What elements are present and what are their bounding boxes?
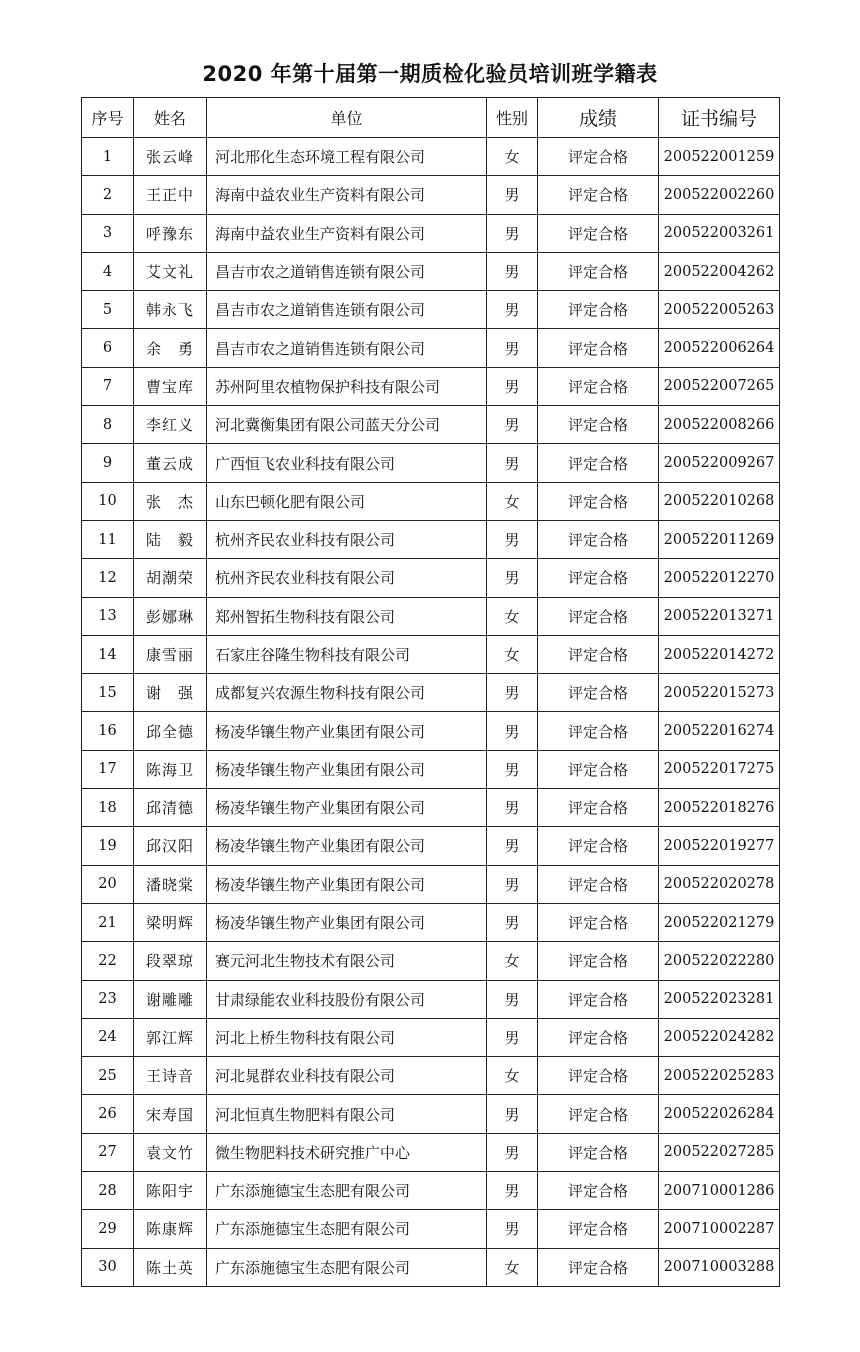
- cell-gender: 女: [487, 597, 538, 635]
- cell-index: 27: [82, 1133, 134, 1171]
- cell-score: 评定合格: [538, 865, 659, 903]
- roster-table: [81, 97, 780, 1287]
- table-body: [82, 138, 780, 1287]
- cell-gender: 男: [487, 674, 538, 712]
- table-row: [82, 559, 780, 597]
- cell-index: 20: [82, 865, 134, 903]
- cell-unit: 成都复兴农源生物科技有限公司: [207, 674, 487, 712]
- cell-gender: 男: [487, 329, 538, 367]
- table-row: [82, 789, 780, 827]
- cell-certificate: 200522010268: [659, 482, 780, 520]
- cell-name: 曹宝库: [134, 367, 207, 405]
- cell-gender: 男: [487, 252, 538, 290]
- cell-index: 10: [82, 482, 134, 520]
- cell-gender: 女: [487, 942, 538, 980]
- cell-gender: 男: [487, 789, 538, 827]
- cell-index: 16: [82, 712, 134, 750]
- cell-name: 潘晓棠: [134, 865, 207, 903]
- cell-score: 评定合格: [538, 827, 659, 865]
- cell-certificate: 200522027285: [659, 1133, 780, 1171]
- cell-certificate: 200522005263: [659, 291, 780, 329]
- cell-name: 呼豫东: [134, 214, 207, 252]
- cell-unit: 杨凌华镶生物产业集团有限公司: [207, 827, 487, 865]
- cell-name: 邱汉阳: [134, 827, 207, 865]
- cell-gender: 男: [487, 1133, 538, 1171]
- cell-index: 3: [82, 214, 134, 252]
- table-row: [82, 329, 780, 367]
- table-row: [82, 291, 780, 329]
- cell-score: 评定合格: [538, 520, 659, 558]
- table-row: [82, 865, 780, 903]
- cell-certificate: 200522004262: [659, 252, 780, 290]
- cell-gender: 男: [487, 1018, 538, 1056]
- table-row: [82, 827, 780, 865]
- table-row: [82, 712, 780, 750]
- cell-unit: 微生物肥料技术研究推广中心: [207, 1133, 487, 1171]
- cell-certificate: 200522001259: [659, 138, 780, 176]
- table-row: [82, 176, 780, 214]
- cell-index: 14: [82, 635, 134, 673]
- cell-unit: 河北恒真生物肥料有限公司: [207, 1095, 487, 1133]
- cell-gender: 女: [487, 482, 538, 520]
- cell-name: 彭娜琳: [134, 597, 207, 635]
- cell-score: 评定合格: [538, 674, 659, 712]
- cell-unit: 河北冀衡集团有限公司蓝天分公司: [207, 406, 487, 444]
- cell-name: 艾文礼: [134, 252, 207, 290]
- cell-name: 陆 毅: [134, 520, 207, 558]
- cell-gender: 男: [487, 865, 538, 903]
- cell-name: 梁明辉: [134, 903, 207, 941]
- cell-gender: 女: [487, 635, 538, 673]
- cell-unit: 石家庄谷隆生物科技有限公司: [207, 635, 487, 673]
- cell-index: 5: [82, 291, 134, 329]
- cell-index: 25: [82, 1057, 134, 1095]
- table-row: [82, 1133, 780, 1171]
- table-row: [82, 1018, 780, 1056]
- cell-score: 评定合格: [538, 1057, 659, 1095]
- cell-score: 评定合格: [538, 750, 659, 788]
- cell-unit: 杨凌华镶生物产业集团有限公司: [207, 750, 487, 788]
- col-header-name: 姓名: [134, 98, 207, 138]
- cell-score: 评定合格: [538, 1172, 659, 1210]
- cell-name: 张云峰: [134, 138, 207, 176]
- cell-index: 11: [82, 520, 134, 558]
- table-row: [82, 1248, 780, 1286]
- cell-unit: 杨凌华镶生物产业集团有限公司: [207, 865, 487, 903]
- cell-certificate: 200522026284: [659, 1095, 780, 1133]
- cell-index: 23: [82, 980, 134, 1018]
- table-row: [82, 1057, 780, 1095]
- cell-index: 24: [82, 1018, 134, 1056]
- cell-name: 谢 强: [134, 674, 207, 712]
- table-row: [82, 406, 780, 444]
- cell-index: 9: [82, 444, 134, 482]
- cell-certificate: 200522008266: [659, 406, 780, 444]
- cell-gender: 男: [487, 291, 538, 329]
- cell-name: 胡潮荣: [134, 559, 207, 597]
- cell-certificate: 200522006264: [659, 329, 780, 367]
- cell-unit: 昌吉市农之道销售连锁有限公司: [207, 291, 487, 329]
- cell-unit: 昌吉市农之道销售连锁有限公司: [207, 329, 487, 367]
- cell-score: 评定合格: [538, 252, 659, 290]
- cell-certificate: 200522021279: [659, 903, 780, 941]
- table-row: [82, 1210, 780, 1248]
- table-row: [82, 674, 780, 712]
- cell-unit: 山东巴顿化肥有限公司: [207, 482, 487, 520]
- cell-unit: 昌吉市农之道销售连锁有限公司: [207, 252, 487, 290]
- cell-index: 6: [82, 329, 134, 367]
- cell-gender: 男: [487, 903, 538, 941]
- cell-index: 22: [82, 942, 134, 980]
- page-title: 2020 年第十届第一期质检化验员培训班学籍表: [202, 62, 658, 86]
- cell-gender: 男: [487, 1095, 538, 1133]
- cell-gender: 男: [487, 1172, 538, 1210]
- cell-name: 陈康辉: [134, 1210, 207, 1248]
- cell-score: 评定合格: [538, 980, 659, 1018]
- cell-index: 12: [82, 559, 134, 597]
- cell-unit: 广东添施德宝生态肥有限公司: [207, 1248, 487, 1286]
- cell-gender: 女: [487, 1248, 538, 1286]
- cell-unit: 郑州智拓生物科技有限公司: [207, 597, 487, 635]
- cell-certificate: 200522013271: [659, 597, 780, 635]
- table-row: [82, 903, 780, 941]
- cell-index: 1: [82, 138, 134, 176]
- cell-certificate: 200522025283: [659, 1057, 780, 1095]
- cell-certificate: 200522012270: [659, 559, 780, 597]
- cell-score: 评定合格: [538, 1133, 659, 1171]
- cell-score: 评定合格: [538, 291, 659, 329]
- cell-unit: 杭州齐民农业科技有限公司: [207, 520, 487, 558]
- cell-name: 李红义: [134, 406, 207, 444]
- cell-score: 评定合格: [538, 942, 659, 980]
- cell-index: 30: [82, 1248, 134, 1286]
- cell-certificate: 200522024282: [659, 1018, 780, 1056]
- cell-index: 13: [82, 597, 134, 635]
- table-row: [82, 138, 780, 176]
- cell-score: 评定合格: [538, 712, 659, 750]
- cell-gender: 男: [487, 444, 538, 482]
- cell-name: 段翠琼: [134, 942, 207, 980]
- cell-score: 评定合格: [538, 635, 659, 673]
- cell-certificate: 200522014272: [659, 635, 780, 673]
- cell-index: 18: [82, 789, 134, 827]
- cell-name: 陈阳宇: [134, 1172, 207, 1210]
- table-row: [82, 252, 780, 290]
- cell-index: 7: [82, 367, 134, 405]
- cell-score: 评定合格: [538, 214, 659, 252]
- cell-gender: 男: [487, 1210, 538, 1248]
- table-row: [82, 367, 780, 405]
- cell-unit: 杭州齐民农业科技有限公司: [207, 559, 487, 597]
- cell-certificate: 200522017275: [659, 750, 780, 788]
- cell-gender: 女: [487, 138, 538, 176]
- cell-index: 19: [82, 827, 134, 865]
- cell-name: 王正中: [134, 176, 207, 214]
- cell-certificate: 200522003261: [659, 214, 780, 252]
- cell-gender: 男: [487, 712, 538, 750]
- cell-gender: 男: [487, 750, 538, 788]
- col-header-certificate: 证书编号: [659, 98, 780, 138]
- cell-index: 28: [82, 1172, 134, 1210]
- cell-certificate: 200710002287: [659, 1210, 780, 1248]
- cell-certificate: 200522023281: [659, 980, 780, 1018]
- cell-certificate: 200522009267: [659, 444, 780, 482]
- col-header-gender: 性别: [487, 98, 538, 138]
- cell-certificate: 200522016274: [659, 712, 780, 750]
- cell-gender: 男: [487, 559, 538, 597]
- cell-name: 宋寿国: [134, 1095, 207, 1133]
- cell-index: 29: [82, 1210, 134, 1248]
- cell-certificate: 200522019277: [659, 827, 780, 865]
- cell-name: 韩永飞: [134, 291, 207, 329]
- cell-score: 评定合格: [538, 903, 659, 941]
- cell-score: 评定合格: [538, 1018, 659, 1056]
- table-row: [82, 444, 780, 482]
- cell-name: 康雪丽: [134, 635, 207, 673]
- cell-gender: 男: [487, 980, 538, 1018]
- cell-score: 评定合格: [538, 1248, 659, 1286]
- cell-score: 评定合格: [538, 367, 659, 405]
- table-row: [82, 520, 780, 558]
- cell-index: 8: [82, 406, 134, 444]
- cell-unit: 苏州阿里农植物保护科技有限公司: [207, 367, 487, 405]
- cell-index: 15: [82, 674, 134, 712]
- cell-score: 评定合格: [538, 406, 659, 444]
- cell-index: 17: [82, 750, 134, 788]
- cell-name: 余 勇: [134, 329, 207, 367]
- cell-certificate: 200522020278: [659, 865, 780, 903]
- cell-certificate: 200522022280: [659, 942, 780, 980]
- cell-score: 评定合格: [538, 444, 659, 482]
- cell-name: 袁文竹: [134, 1133, 207, 1171]
- cell-score: 评定合格: [538, 1210, 659, 1248]
- cell-score: 评定合格: [538, 597, 659, 635]
- cell-score: 评定合格: [538, 559, 659, 597]
- cell-name: 谢雕雕: [134, 980, 207, 1018]
- cell-unit: 河北上桥生物科技有限公司: [207, 1018, 487, 1056]
- cell-certificate: 200710001286: [659, 1172, 780, 1210]
- cell-gender: 男: [487, 214, 538, 252]
- cell-gender: 男: [487, 406, 538, 444]
- cell-index: 2: [82, 176, 134, 214]
- cell-certificate: 200522018276: [659, 789, 780, 827]
- cell-name: 陈海卫: [134, 750, 207, 788]
- cell-unit: 海南中益农业生产资料有限公司: [207, 176, 487, 214]
- table-row: [82, 482, 780, 520]
- cell-unit: 河北晁群农业科技有限公司: [207, 1057, 487, 1095]
- cell-certificate: 200522015273: [659, 674, 780, 712]
- cell-score: 评定合格: [538, 329, 659, 367]
- cell-score: 评定合格: [538, 138, 659, 176]
- cell-name: 张 杰: [134, 482, 207, 520]
- cell-name: 邱全德: [134, 712, 207, 750]
- cell-certificate: 200522007265: [659, 367, 780, 405]
- table-row: [82, 214, 780, 252]
- cell-index: 4: [82, 252, 134, 290]
- cell-certificate: 200522011269: [659, 520, 780, 558]
- table-row: [82, 942, 780, 980]
- cell-name: 董云成: [134, 444, 207, 482]
- header-row: [82, 98, 780, 138]
- cell-unit: 杨凌华镶生物产业集团有限公司: [207, 903, 487, 941]
- table-row: [82, 980, 780, 1018]
- cell-unit: 广东添施德宝生态肥有限公司: [207, 1172, 487, 1210]
- cell-score: 评定合格: [538, 789, 659, 827]
- cell-unit: 甘肃绿能农业科技股份有限公司: [207, 980, 487, 1018]
- cell-unit: 赛元河北生物技术有限公司: [207, 942, 487, 980]
- cell-score: 评定合格: [538, 482, 659, 520]
- cell-name: 邱清德: [134, 789, 207, 827]
- cell-name: 郭江辉: [134, 1018, 207, 1056]
- cell-unit: 杨凌华镶生物产业集团有限公司: [207, 789, 487, 827]
- col-header-index: 序号: [82, 98, 134, 138]
- cell-gender: 男: [487, 176, 538, 214]
- cell-index: 26: [82, 1095, 134, 1133]
- cell-unit: 广东添施德宝生态肥有限公司: [207, 1210, 487, 1248]
- cell-gender: 男: [487, 520, 538, 558]
- cell-unit: 海南中益农业生产资料有限公司: [207, 214, 487, 252]
- col-header-score: 成绩: [538, 98, 659, 138]
- cell-name: 陈土英: [134, 1248, 207, 1286]
- cell-index: 21: [82, 903, 134, 941]
- cell-score: 评定合格: [538, 1095, 659, 1133]
- cell-gender: 男: [487, 367, 538, 405]
- cell-unit: 河北邢化生态环境工程有限公司: [207, 138, 487, 176]
- table-row: [82, 597, 780, 635]
- table-row: [82, 750, 780, 788]
- cell-unit: 广西恒飞农业科技有限公司: [207, 444, 487, 482]
- cell-certificate: 200522002260: [659, 176, 780, 214]
- col-header-unit: 单位: [207, 98, 487, 138]
- cell-name: 王诗音: [134, 1057, 207, 1095]
- cell-certificate: 200710003288: [659, 1248, 780, 1286]
- cell-gender: 男: [487, 827, 538, 865]
- table-row: [82, 1172, 780, 1210]
- cell-unit: 杨凌华镶生物产业集团有限公司: [207, 712, 487, 750]
- table-row: [82, 635, 780, 673]
- cell-gender: 女: [487, 1057, 538, 1095]
- table-row: [82, 1095, 780, 1133]
- cell-score: 评定合格: [538, 176, 659, 214]
